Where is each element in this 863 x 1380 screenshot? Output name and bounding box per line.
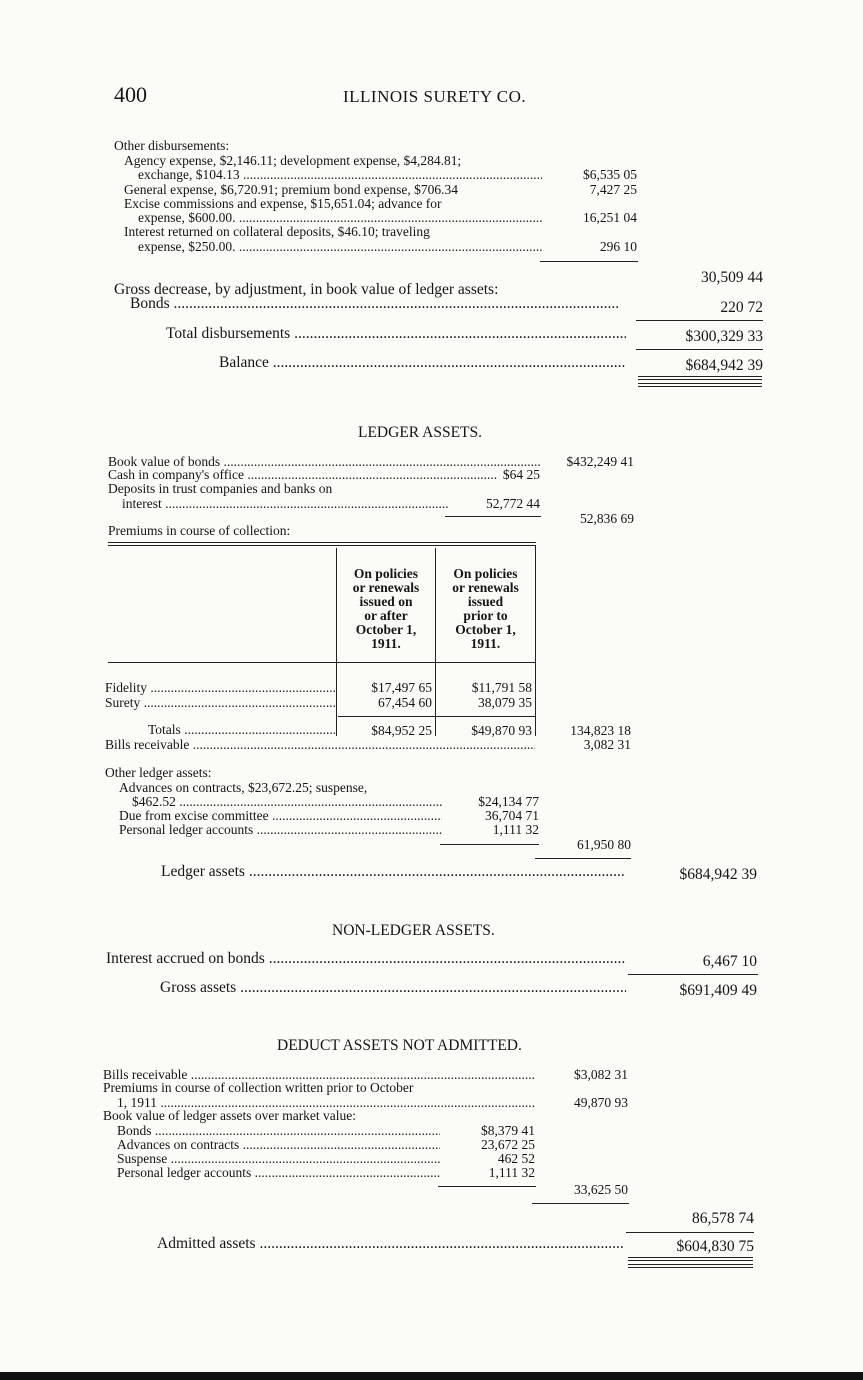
- deduct-premiums-label-a: Premiums in course of collection written prior to October: [103, 1080, 414, 1095]
- total-disbursements-label: Total disbursements .....: [166, 326, 626, 342]
- other-ledger-heading: Other ledger assets:: [105, 765, 212, 780]
- book-value: $432,249 41: [566, 454, 634, 469]
- admitted-rule: [626, 1232, 754, 1233]
- deduct-premiums-label-b: 1, 1911 .....: [117, 1096, 535, 1110]
- deduct-total: 86,578 74: [692, 1210, 754, 1227]
- deposits-rule: [445, 516, 541, 517]
- surety-label: Surety .....: [105, 696, 335, 710]
- deduct-suspense-value: 462 52: [497, 1151, 535, 1166]
- ledger-rule: [535, 858, 631, 859]
- deduct-total-rule: [532, 1203, 629, 1204]
- gross-decrease-label: Gross decrease, by adjustment, in book value of ledger assets:: [114, 281, 499, 298]
- deduct-advances-value: 23,672 25: [481, 1137, 535, 1152]
- disb-line3b: expense, $600.00. .....: [138, 211, 542, 225]
- disb-line3a: Excise commissions and expense, $15,651.04; advance for: [124, 196, 442, 211]
- gross-decrease-bonds-label: Bonds .....: [130, 296, 618, 312]
- bills-receivable-value: 3,082 31: [583, 737, 631, 752]
- deduct-title: DEDUCT ASSETS NOT ADMITTED.: [277, 1037, 522, 1054]
- disb-line4-value: 296 10: [599, 239, 637, 254]
- deposits-label-a: Deposits in trust companies and banks on: [108, 481, 333, 496]
- table-divider-3: [535, 545, 536, 736]
- deduct-advances-label: Advances on contracts .....: [117, 1138, 440, 1152]
- surety-col1: 67,454 60: [378, 695, 432, 710]
- deposits-label-b: interest .....: [122, 497, 448, 511]
- advances-label-b: $462.52 .....: [132, 795, 442, 809]
- disb-line3-value: 16,251 04: [583, 210, 637, 225]
- gross-assets-label: Gross assets .....: [160, 980, 626, 996]
- col1-header: On policies or renewals issued on or after October 1, 1911.: [352, 566, 420, 651]
- deduct-bills-label: Bills receivable .....: [103, 1068, 535, 1082]
- deduct-subtotal: 33,625 50: [574, 1182, 628, 1197]
- table-top-rule: [108, 542, 536, 546]
- table-header-rule: [108, 662, 536, 663]
- totals-label: Totals .....: [148, 723, 335, 737]
- balance-value: $684,942 39: [685, 357, 763, 374]
- cash-label: Cash in company's office .....: [108, 468, 498, 482]
- premiums-total: 134,823 18: [570, 723, 631, 738]
- premiums-label: Premiums in course of collection:: [108, 523, 291, 538]
- deduct-bonds-label: Bonds .....: [117, 1124, 440, 1138]
- disb-line1-value: $6,535 05: [583, 167, 637, 182]
- col2-header: On policies or renewals issued prior to October 1, 1911.: [452, 566, 519, 651]
- other-rule: [440, 844, 539, 845]
- balance-double-rule-2: [638, 383, 762, 387]
- fidelity-col2: $11,791 58: [471, 680, 532, 695]
- running-head: ILLINOIS SURETY CO.: [343, 87, 527, 106]
- total-rule: [636, 320, 763, 321]
- disb-line4b: expense, $250.00. .....: [138, 240, 542, 254]
- balance-rule: [636, 349, 763, 350]
- gross-assets-value: $691,409 49: [679, 982, 757, 999]
- admitted-double-rule-2: [628, 1264, 753, 1268]
- excise-value: 36,704 71: [485, 808, 539, 823]
- cash-deposits-total: 52,836 69: [580, 511, 634, 526]
- bills-receivable-label: Bills receivable .....: [105, 738, 535, 752]
- deduct-personal-value: 1,111 32: [488, 1165, 535, 1180]
- deduct-book-label: Book value of ledger assets over market value:: [103, 1108, 357, 1123]
- admitted-assets-label: Admitted assets .....: [157, 1236, 623, 1252]
- deduct-suspense-label: Suspense .....: [117, 1152, 440, 1166]
- disb-line2: General expense, $6,720.91; premium bond expense, $706.34: [124, 182, 459, 197]
- other-ledger-total: 61,950 80: [577, 837, 631, 852]
- interest-accrued-value: 6,467 10: [702, 953, 757, 970]
- personal-label: Personal ledger accounts .....: [119, 823, 442, 837]
- deduct-sub-rule: [438, 1186, 536, 1187]
- book-value-label: Book value of bonds .....: [108, 455, 540, 469]
- page-number: 400: [114, 82, 147, 107]
- scan-edge-bar: [0, 1372, 863, 1380]
- other-disbursements-heading: Other disbursements:: [114, 138, 230, 153]
- surety-col2: 38,079 35: [478, 695, 532, 710]
- ledger-assets-label: Ledger assets .....: [161, 864, 624, 880]
- advances-label-a: Advances on contracts, $23,672.25; suspense,: [119, 780, 368, 795]
- deduct-premiums-value: 49,870 93: [574, 1095, 628, 1110]
- disb-line2-value: 7,427 25: [589, 182, 637, 197]
- deduct-bills-value: $3,082 31: [574, 1067, 628, 1082]
- subtotal-rule: [540, 261, 638, 262]
- gross-decrease-bonds-value: 220 72: [720, 299, 763, 316]
- gross-rule: [628, 974, 758, 975]
- advances-value: $24,134 77: [478, 794, 539, 809]
- deduct-personal-label: Personal ledger accounts .....: [117, 1166, 440, 1180]
- other-disbursements-total: 30,509 44: [701, 269, 763, 286]
- totals-col2: $49,870 93: [471, 723, 532, 738]
- disb-line1a: Agency expense, $2,146.11; development expense, $4,284.81;: [124, 153, 462, 168]
- cash-value: $64 25: [502, 467, 540, 482]
- total-disbursements-value: $300,329 33: [685, 328, 763, 345]
- deposits-value: 52,772 44: [486, 496, 540, 511]
- fidelity-label: Fidelity .....: [105, 681, 335, 695]
- balance-double-rule: [638, 376, 762, 380]
- totals-rule: [338, 716, 535, 717]
- interest-accrued-label: Interest accrued on bonds .....: [106, 951, 626, 967]
- excise-label: Due from excise committee .....: [119, 809, 442, 823]
- non-ledger-title: NON-LEDGER ASSETS.: [332, 922, 495, 939]
- deduct-bonds-value: $8,379 41: [481, 1123, 535, 1138]
- disb-line4a: Interest returned on collateral deposits, $46.10; traveling: [124, 224, 430, 239]
- ledger-assets-value: $684,942 39: [679, 866, 757, 883]
- admitted-double-rule: [628, 1257, 753, 1261]
- admitted-assets-value: $604,830 75: [676, 1238, 754, 1255]
- fidelity-col1: $17,497 65: [371, 680, 432, 695]
- personal-value: 1,111 32: [492, 822, 539, 837]
- totals-col1: $84,952 25: [371, 723, 432, 738]
- balance-label: Balance .....: [219, 355, 626, 371]
- disb-line1b: exchange, $104.13 .....: [138, 168, 542, 182]
- ledger-assets-title: LEDGER ASSETS.: [358, 424, 483, 441]
